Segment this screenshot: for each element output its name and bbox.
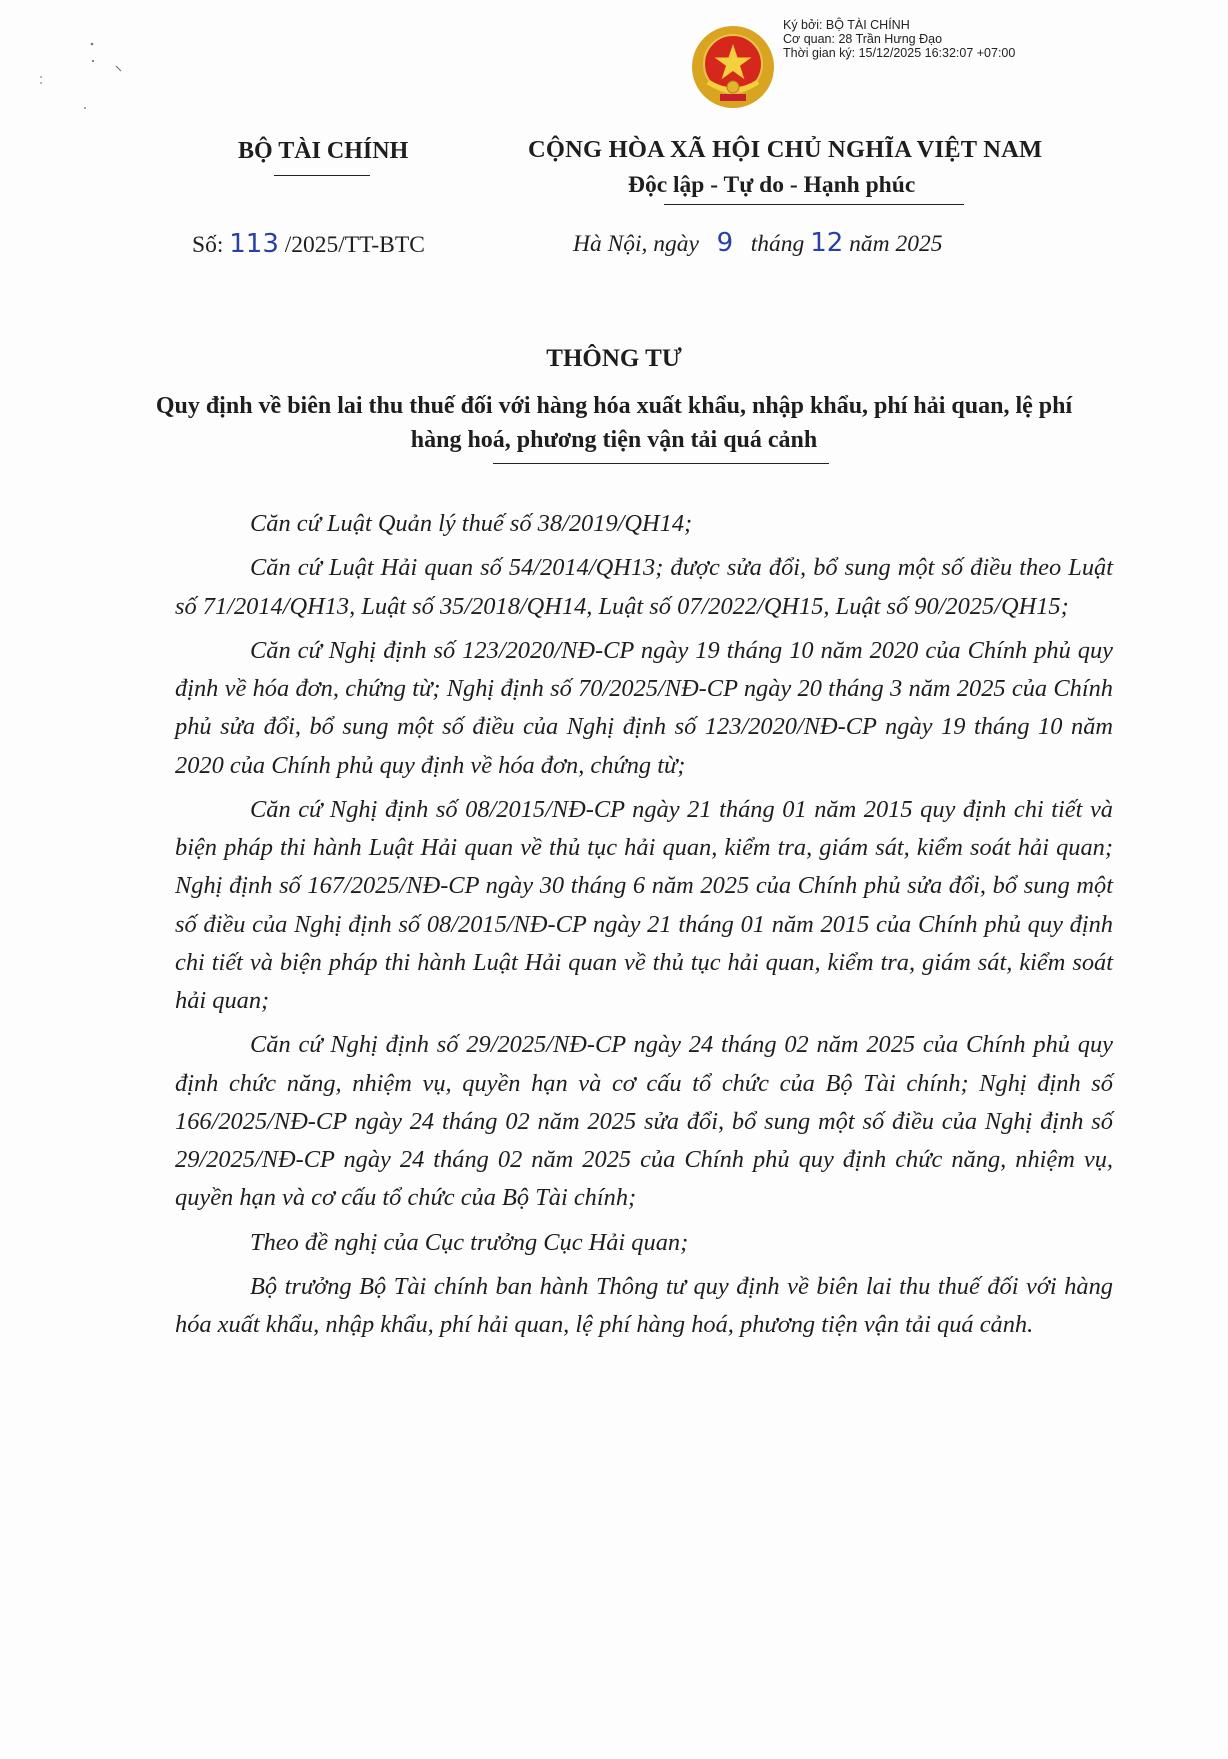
doc-number-handwritten: 113 <box>229 229 279 259</box>
year-text: năm 2025 <box>849 231 943 257</box>
signature-agency: Cơ quan: 28 Trần Hưng Đạo <box>783 32 943 46</box>
national-emblem-icon <box>690 24 776 110</box>
nation-name: CỘNG HÒA XÃ HỘI CHỦ NGHĨA VIỆT NAM <box>528 136 1043 163</box>
signature-time: Thời gian ký: 15/12/2025 16:32:07 +07:00 <box>783 46 1016 60</box>
agency-underline <box>274 175 370 176</box>
month-handwritten: 12 <box>810 228 844 258</box>
paragraph: Căn cứ Nghị định số 08/2015/NĐ-CP ngày 21 tháng 01 năm 2015 quy định chi tiết và biện pháp thi hành Luật Hải quan về thủ tục hải quan, kiểm tra, giám sát, kiểm soát hải quan; Nghị định số 167/2025/NĐ-CP ngày 30 tháng 6 năm 2025 của Chính phủ sửa đổi, bổ sung một số điều của Nghị định số 08/2015/NĐ-CP ngày 21 tháng 01 năm 2015 của Chính phủ quy định chi tiết và biện pháp thi hành Luật Hải quan về thủ tục hải quan, kiểm tra, giám sát, kiểm soát hải quan; <box>175 795 1113 1014</box>
subject-underline <box>493 463 829 464</box>
document-subject: Quy định về biên lai thu thuế đối với hàng hóa xuất khẩu, nhập khẩu, phí hải quan, lệ phí hàng hoá, phương tiện vận tải quá cảnh <box>155 393 1073 453</box>
scan-speck-marks <box>30 30 140 120</box>
document-number <box>192 229 425 259</box>
digital-signature-block <box>783 18 1015 60</box>
month-label: tháng <box>750 231 805 257</box>
signature-signed-by: Ký bởi: BỘ TÀI CHÍNH <box>783 18 910 32</box>
paragraph: Căn cứ Luật Hải quan số 54/2014/QH13; được sửa đổi, bổ sung một số điều theo Luật số 71/2014/QH13, Luật số 35/2018/QH14, Luật số 07/2022/QH15, Luật số 90/2025/QH15; <box>175 554 1113 620</box>
national-motto: Độc lập - Tự do - Hạnh phúc <box>628 172 916 198</box>
paragraph: Căn cứ Nghị định số 123/2020/NĐ-CP ngày 19 tháng 10 năm 2020 của Chính phủ quy định về hóa đơn, chứng từ; Nghị định số 70/2025/NĐ-CP ngày 20 tháng 3 năm 2025 của Chính phủ sửa đổi, bổ sung một số điều của Nghị định số 123/2020/NĐ-CP ngày 19 tháng 10 năm 2020 của Chính phủ quy định về hóa đơn, chứng từ; <box>175 636 1113 779</box>
place-and-date <box>573 228 943 258</box>
paragraph: Căn cứ Luật Quản lý thuế số 38/2019/QH14; <box>250 510 693 537</box>
place-date-prefix: Hà Nội, ngày <box>573 231 699 257</box>
document-body <box>175 505 1113 1351</box>
doc-number-suffix: /2025/TT-BTC <box>284 232 425 258</box>
issuing-agency: BỘ TÀI CHÍNH <box>238 138 409 164</box>
document-type: THÔNG TƯ <box>546 345 682 372</box>
paragraph: Bộ trưởng Bộ Tài chính ban hành Thông tư quy định về biên lai thu thuế đối với hàng hóa xuất khẩu, nhập khẩu, phí hải quan, lệ phí hàng hoá, phương tiện vận tải quá cảnh. <box>175 1272 1113 1339</box>
day-handwritten: 9 <box>716 228 734 258</box>
paragraph: Theo đề nghị của Cục trưởng Cục Hải quan; <box>250 1228 689 1256</box>
doc-number-label: Số: <box>192 232 224 258</box>
motto-underline <box>664 204 964 205</box>
paragraph: Căn cứ Nghị định số 29/2025/NĐ-CP ngày 24 tháng 02 năm 2025 của Chính phủ quy định chức năng, nhiệm vụ, quyền hạn và cơ cấu tổ chức của Bộ Tài chính; Nghị định số 166/2025/NĐ-CP ngày 24 tháng 02 năm 2025 sửa đổi, bổ sung một số điều của Nghị định số 29/2025/NĐ-CP ngày 24 tháng 02 năm 2025 của Chính phủ quy định chức năng, nhiệm vụ, quyền hạn và cơ cấu tổ chức của Bộ Tài chính; <box>175 1031 1113 1212</box>
